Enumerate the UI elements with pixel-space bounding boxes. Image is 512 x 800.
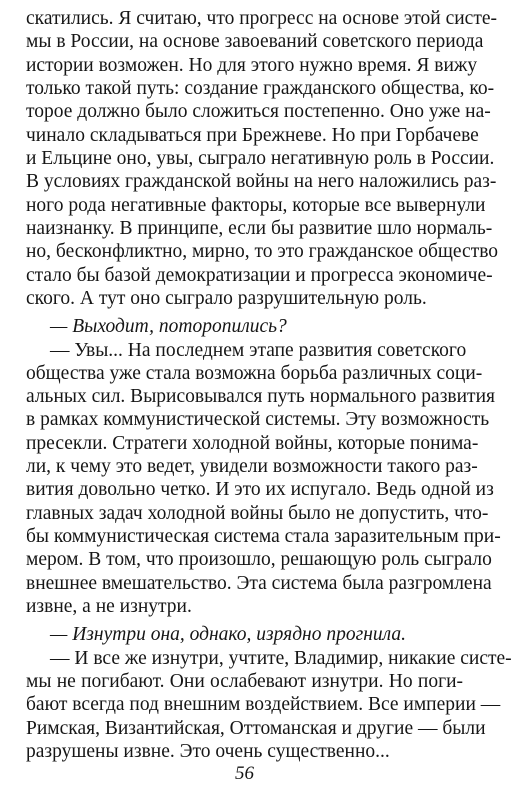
text-line: разрушены извне. Это очень существенно... bbox=[26, 741, 390, 762]
text-line: главных задач холодной войны было не допустить, что- bbox=[26, 503, 489, 524]
text-line: мы в России, на основе завоеваний советского периода bbox=[26, 31, 484, 52]
text-line: — И все же изнутри, учтите, Владимир, никакие систе- bbox=[50, 648, 512, 669]
text-line: и Ельцине оно, увы, сыграло негативную роль в России. bbox=[26, 148, 495, 169]
text-line: ли, к чему это ведет, увидели возможности такого раз- bbox=[26, 456, 478, 477]
text-line: но, бесконфликтно, мирно, то это гражданское общество bbox=[26, 241, 499, 262]
text-line: мы не погибают. Они ослабевают изнутри. Но поги- bbox=[26, 671, 463, 692]
text-line: общества уже стала возможна борьба различных соци- bbox=[26, 363, 483, 384]
text-line: мером. В том, что произошло, решающую роль сыграло bbox=[26, 549, 492, 570]
text-line: Римская, Византийская, Оттоманская и другие — были bbox=[26, 718, 486, 739]
text-line: только такой путь: создание гражданского общества, ко- bbox=[26, 78, 495, 99]
text-line: наизнанку. В принципе, если бы развитие шло нормаль- bbox=[26, 218, 493, 239]
text-line: ского. А тут оно сыграло разрушительную роль. bbox=[26, 288, 427, 309]
text-line: альных сил. Вырисовывался путь нормального развития bbox=[26, 386, 495, 407]
text-line: вития довольно четко. И это их испугало. Ведь одной из bbox=[26, 479, 494, 500]
text-line: скатились. Я считаю, что прогресс на основе этой систе- bbox=[26, 8, 498, 29]
text-line: пресекли. Стратеги холодной войны, которые понима- bbox=[26, 433, 479, 454]
text-line: бают всегда под внешним воздействием. Все империи — bbox=[26, 694, 501, 715]
text-line: стало бы базой демократизации и прогресса экономиче- bbox=[26, 265, 493, 286]
text-line: В условиях гражданской войны на него наложились раз- bbox=[26, 171, 497, 192]
text-line: торое должно было сложиться постепенно. Оно уже на- bbox=[26, 101, 491, 122]
text-line: бы коммунистическая система стала заразительным при- bbox=[26, 526, 501, 547]
text-line: ного рода негативные факторы, которые все вывернули bbox=[26, 195, 486, 216]
text-line: в рамках коммунистической системы. Эту возможность bbox=[26, 409, 490, 430]
text-line: — Выходит, поторопились? bbox=[50, 316, 287, 337]
text-line: чинало складываться при Брежневе. Но при Горбачеве bbox=[26, 125, 479, 146]
text-line: истории возможен. Но для этого нужно время. Я вижу bbox=[26, 55, 478, 76]
text-line: внешнее вмешательство. Эта система была разгромлена bbox=[26, 573, 492, 594]
text-line: — Изнутри она, однако, изрядно прогнила. bbox=[50, 624, 406, 645]
text-line: извне, а не изнутри. bbox=[26, 596, 192, 617]
page-number: 56 bbox=[235, 763, 254, 784]
text-line: — Увы... На последнем этапе развития советского bbox=[50, 340, 467, 361]
